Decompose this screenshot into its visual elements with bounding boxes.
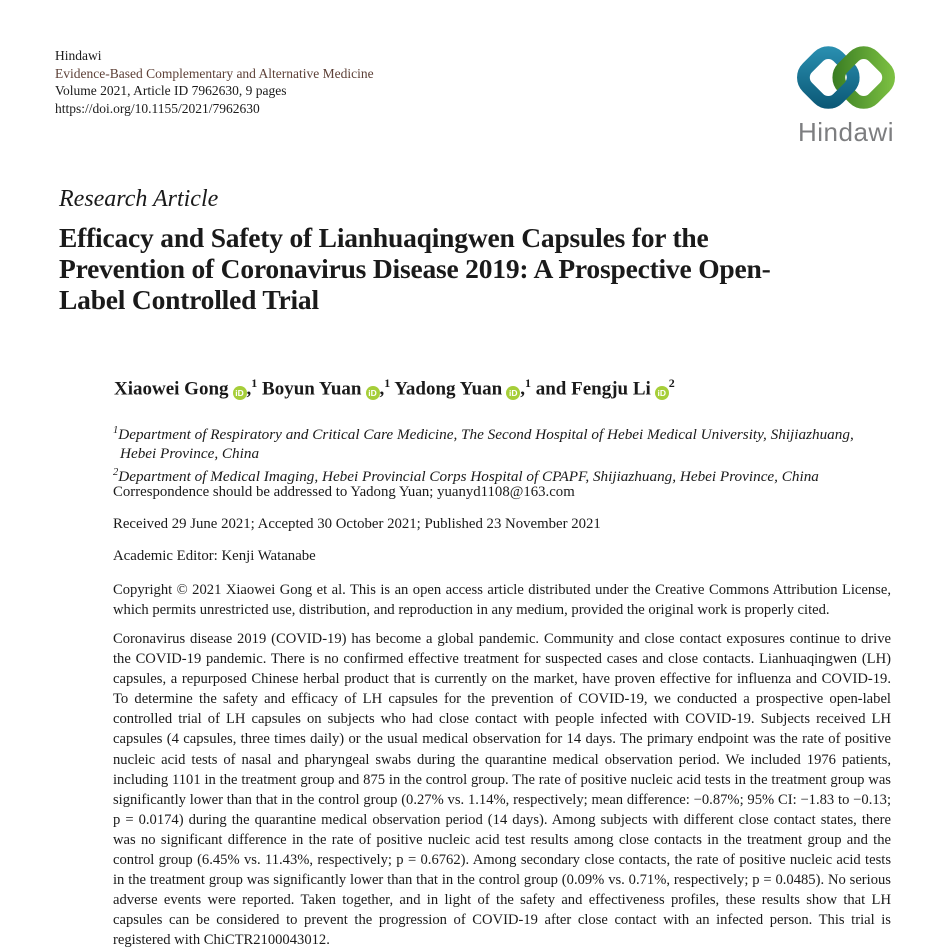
article-history-line: Received 29 June 2021; Accepted 30 October 2021; Published 23 November 2021 bbox=[113, 516, 601, 532]
publisher-name: Hindawi bbox=[55, 48, 102, 63]
doi-link[interactable]: https://doi.org/10.1155/2021/7962630 bbox=[55, 100, 260, 116]
bibliographic-header bbox=[55, 47, 374, 117]
orcid-icon[interactable]: iD bbox=[233, 386, 247, 400]
copyright-notice: Copyright © 2021 Xiaowei Gong et al. This is an open access article distributed under the Creative Commons Attribution License, which permits unrestricted use, distribution, and reproduction in any medium, provided the original work is properly cited. bbox=[113, 582, 891, 618]
abstract-text: Coronavirus disease 2019 (COVID-19) has become a global pandemic. Community and close contact exposures continue to drive the COVID-19 pandemic. There is no confirmed effective treatment for suspected cases and close contacts. Lianhuaqingwen (LH) capsules, a repurposed Chinese herbal product that is currently on the market, have proven effective for influenza and COVID-19. To determine the safety and efficacy of LH capsules for the prevention of COVID-19, we conducted a prospective open-label controlled trial of LH capsules on subjects who had close contact with people infected with COVID-19. Subjects received LH capsules (4 capsules, three times daily) or the usual medical observation for 14 days. The primary endpoint was the rate of positive nucleic acid tests of nasal and pharyngeal swabs during the quarantine medical observation period. We included 1976 patients, including 1101 in the treatment group and 875 in the control group. The rate of positive nucleic acid tests in the treatment group was significantly lower than that in the control group (0.27% vs. 1.14%, respectively; mean difference: −0.87%; 95% CI: −1.83 to −0.13; p = 0.0174) during the quarantine medical observation period (14 days). Among subjects with different close contact states, there was no significant difference in the rate of positive nucleic acid test results among close contacts in the treatment group and the control group (6.45% vs. 11.43%, respectively; p = 0.6762). Among secondary close contacts, the rate of positive nucleic acid tests in the treatment group was significantly lower than that in the control group (0.09% vs. 0.71%, respectively; p = 0.0485). No serious adverse events were reported. Taken together, and in light of the safety and effectiveness profiles, these results show that LH capsules can be considered to prevent the progression of COVID-19 after close contact with an infected person. This trial is registered with ChiCTR2100043012. bbox=[113, 631, 891, 949]
correspondence-text: Correspondence should be addressed to Yadong Yuan; bbox=[113, 484, 438, 500]
orcid-icon[interactable]: iD bbox=[506, 386, 520, 400]
orcid-icon[interactable]: iD bbox=[366, 386, 380, 400]
author-name: Fengju Li bbox=[571, 378, 651, 400]
author-affiliation-ref: 1 bbox=[524, 376, 531, 390]
volume-article-id: Volume 2021, Article ID 7962630, 9 pages bbox=[55, 83, 287, 98]
author-name: Boyun Yuan bbox=[262, 378, 362, 400]
author-affiliation-ref: 2 bbox=[668, 376, 675, 390]
publisher-logo bbox=[783, 42, 909, 148]
affiliation: $^1$Department of Respiratory and Critical Care Medicine, The Second Hospital of Hebei Medical University, Shijiazhuang, Hebei Province, China bbox=[113, 425, 854, 463]
author-name: Yadong Yuan bbox=[394, 378, 503, 400]
article-type-label: Research Article bbox=[59, 186, 219, 212]
affiliation: $^2$Department of Medical Imaging, Hebei Provincial Corps Hospital of CPAPF, Shijiazhuang, Hebei Province, China bbox=[113, 467, 819, 486]
publisher-wordmark: Hindawi bbox=[798, 117, 894, 147]
affiliations-list bbox=[113, 421, 885, 486]
authors-line: Xiaowei Gong iD ,$^1$ Boyun Yuan iD ,$^1$ Yadong Yuan iD ,$^1$ and Fengju Li $iD^2$ bbox=[114, 376, 675, 400]
correspondence-line bbox=[113, 484, 575, 501]
author-affiliation-ref: 1 bbox=[384, 376, 391, 390]
author-name: Xiaowei Gong bbox=[114, 378, 229, 400]
orcid-icon[interactable]: iD bbox=[655, 386, 669, 400]
affiliation-ref: 1 bbox=[113, 425, 119, 436]
affiliation-ref: 2 bbox=[113, 467, 119, 479]
journal-name: Evidence-Based Complementary and Alternative Medicine bbox=[55, 65, 374, 81]
author-affiliation-ref: 1 bbox=[251, 376, 258, 390]
hindawi-logo-icon bbox=[787, 42, 905, 116]
article-title: Efficacy and Safety of Lianhuaqingwen Capsules for the Prevention of Coronavirus Disease 2019: A Prospective Open-Label Controlled Trial bbox=[59, 222, 771, 315]
academic-editor-line: Academic Editor: Kenji Watanabe bbox=[113, 548, 316, 564]
correspondence-email-link[interactable]: yuanyd1108@163.com bbox=[437, 484, 575, 500]
